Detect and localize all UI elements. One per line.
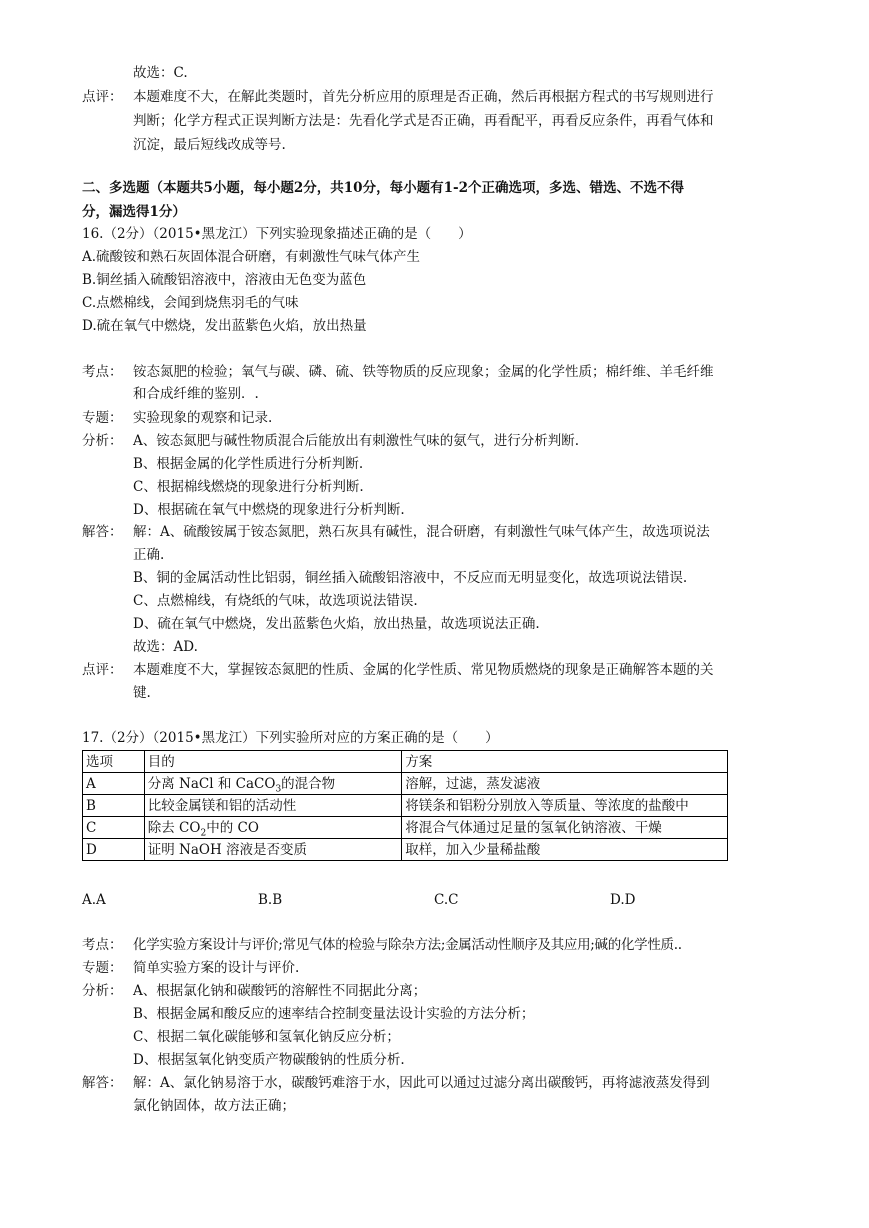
q16-jieda-line: C、点燃棉线，有烧纸的气味，故选项说法错误.	[133, 593, 418, 609]
prev-review-line: 本题难度不大，在解此类题时，首先分析应用的原理是否正确，然后再根据方程式的书写规则进行	[133, 89, 714, 105]
q17-fenxi-line: C、根据二氧化碳能够和氢氧化钠反应分析；	[133, 1029, 400, 1045]
q16-dianping-line: 本题难度不大，掌握铵态氮肥的性质、金属的化学性质、常见物质燃烧的现象是正确解答本题的关	[133, 662, 714, 678]
table-cell-option: B	[83, 795, 145, 817]
q16-kaodian-line: 铵态氮肥的检验；氧气与碳、磷、硫、铁等物质的反应现象；金属的化学性质；棉纤维、羊毛纤维	[133, 364, 714, 380]
q16-kaodian-line: 和合成纤维的鉴别．.	[133, 386, 259, 402]
prev-review-label: 点评：	[82, 89, 123, 105]
q16-fenxi-line: D、根据硫在氧气中燃烧的现象进行分析判断.	[133, 502, 405, 518]
q16-fenxi-line: C、根据棉线燃烧的现象进行分析判断.	[133, 479, 364, 495]
q16-jieda-line: B、铜的金属活动性比铝弱，铜丝插入硫酸铝溶液中，不反应而无明显变化，故选项说法错误.	[133, 570, 688, 586]
q16-option: C.点燃棉线，会闻到烧焦羽毛的气味	[82, 295, 299, 311]
goal-text: 的混合物	[281, 775, 336, 792]
goal-text: 证明 NaOH 溶液是否变质	[147, 841, 308, 858]
q16-option: B.铜丝插入硫酸铝溶液中，溶液由无色变为蓝色	[82, 272, 367, 288]
q16-zhuanti: 实验现象的观察和记录.	[133, 410, 273, 426]
q17-choice: A.A	[82, 892, 106, 908]
q17-fenxi-line: A、根据氯化钠和碳酸钙的溶解性不同据此分离；	[133, 983, 427, 999]
q16-option: D.硫在氧气中燃烧，发出蓝紫色火焰，放出热量	[82, 318, 367, 334]
q17-stem: 17.（2分）（2015•黑龙江）下列实验所对应的方案正确的是（ ）	[82, 730, 499, 746]
table-header-cell: 方案	[402, 751, 728, 773]
q16-jieda-line: 解：A、硫酸铵属于铵态氮肥，熟石灰具有碱性，混合研磨，有刺激性气味气体产生，故选项说法	[133, 524, 710, 540]
q17-kaodian-label: 考点：	[82, 937, 123, 953]
table-header-cell: 选项	[83, 751, 145, 773]
table-row	[83, 817, 728, 839]
q16-dianping-line: 键.	[133, 685, 151, 701]
goal-text: 除去 CO	[147, 819, 201, 836]
q17-fenxi-line: D、根据氢氧化钠变质产物碳酸钠的性质分析.	[133, 1052, 405, 1068]
table-cell-plan: 将镁条和铝粉分别放入等质量、等浓度的盐酸中	[402, 795, 728, 817]
q16-fenxi-label: 分析：	[82, 433, 123, 449]
table-cell-goal	[144, 817, 401, 839]
q17-fenxi-label: 分析：	[82, 983, 123, 999]
q17-zhuanti-label: 专题：	[82, 960, 123, 976]
table-row	[83, 839, 728, 861]
table-cell-goal	[144, 795, 401, 817]
q16-jieda-line: 故选：AD.	[133, 639, 198, 655]
section-header: 二、多选题（本题共5小题，每小题2分，共10分，每小题有1-2个正确选项，多选、错选、不选不得	[82, 180, 684, 196]
q16-fenxi-line: A、铵态氮肥与碱性物质混合后能放出有刺激性气味的氨气，进行分析判断.	[133, 433, 580, 449]
prev-answer: 故选：C.	[133, 65, 188, 81]
q17-jieda-line: 解：A、氯化钠易溶于水，碳酸钙难溶于水，因此可以通过过滤分离出碳酸钙，再将滤液蒸发得到	[133, 1075, 710, 1091]
q16-stem: 16.（2分）（2015•黑龙江）下列实验现象描述正确的是（ ）	[82, 226, 472, 242]
table-cell-option: C	[83, 817, 145, 839]
table-cell-plan: 将混合气体通过足量的氢氧化钠溶液、干燥	[402, 817, 728, 839]
q17-choice: D.D	[610, 892, 636, 908]
table-cell-plan: 取样，加入少量稀盐酸	[402, 839, 728, 861]
table-cell-option: A	[83, 773, 145, 795]
q16-zhuanti-label: 专题：	[82, 410, 123, 426]
q17-fenxi-line: B、根据金属和酸反应的速率结合控制变量法设计实验的方法分析；	[133, 1006, 535, 1022]
table-cell-goal	[144, 839, 401, 861]
goal-subscript: 3	[275, 784, 282, 795]
q16-fenxi-line: B、根据金属的化学性质进行分析判断.	[133, 456, 364, 472]
q16-jieda-line: D、硫在氧气中燃烧，发出蓝紫色火焰，放出热量，故选项说法正确.	[133, 616, 540, 632]
q16-jieda-line: 正确.	[133, 547, 165, 563]
q17-jieda-label: 解答：	[82, 1075, 123, 1091]
table-row	[83, 795, 728, 817]
q17-choice: B.B	[258, 892, 283, 908]
prev-review-line: 判断；化学方程式正误判断方法是：先看化学式是否正确，再看配平，再看反应条件，再看气体和	[133, 113, 714, 129]
section-header: 分，漏选得1分）	[82, 204, 186, 220]
q17-option-table	[82, 750, 728, 861]
table-cell-option: D	[83, 839, 145, 861]
table-row	[83, 773, 728, 795]
q16-jieda-label: 解答：	[82, 524, 123, 540]
q17-zhuanti: 简单实验方案的设计与评价.	[133, 960, 300, 976]
q16-dianping-label: 点评：	[82, 662, 123, 678]
q16-kaodian-label: 考点：	[82, 364, 123, 380]
goal-text: 比较金属镁和铝的活动性	[147, 797, 297, 814]
goal-text: 中的 CO	[206, 819, 259, 836]
q17-kaodian: 化学实验方案设计与评价;常见气体的检验与除杂方法;金属活动性顺序及其应用;碱的化学性质..	[133, 937, 682, 953]
table-cell-goal	[144, 773, 401, 795]
goal-subscript: 2	[200, 828, 207, 839]
prev-review-line: 沉淀，最后短线改成等号.	[133, 137, 286, 153]
goal-text: 分离 NaCl 和 CaCO	[147, 775, 276, 792]
q16-option: A.硫酸铵和熟石灰固体混合研磨，有刺激性气味气体产生	[82, 249, 421, 265]
q17-choice: C.C	[434, 892, 459, 908]
table-cell-plan: 溶解，过滤，蒸发滤液	[402, 773, 728, 795]
table-header-cell: 目的	[144, 751, 401, 773]
table-header-row	[83, 751, 728, 773]
q17-jieda-line: 氯化钠固体，故方法正确；	[133, 1098, 295, 1114]
